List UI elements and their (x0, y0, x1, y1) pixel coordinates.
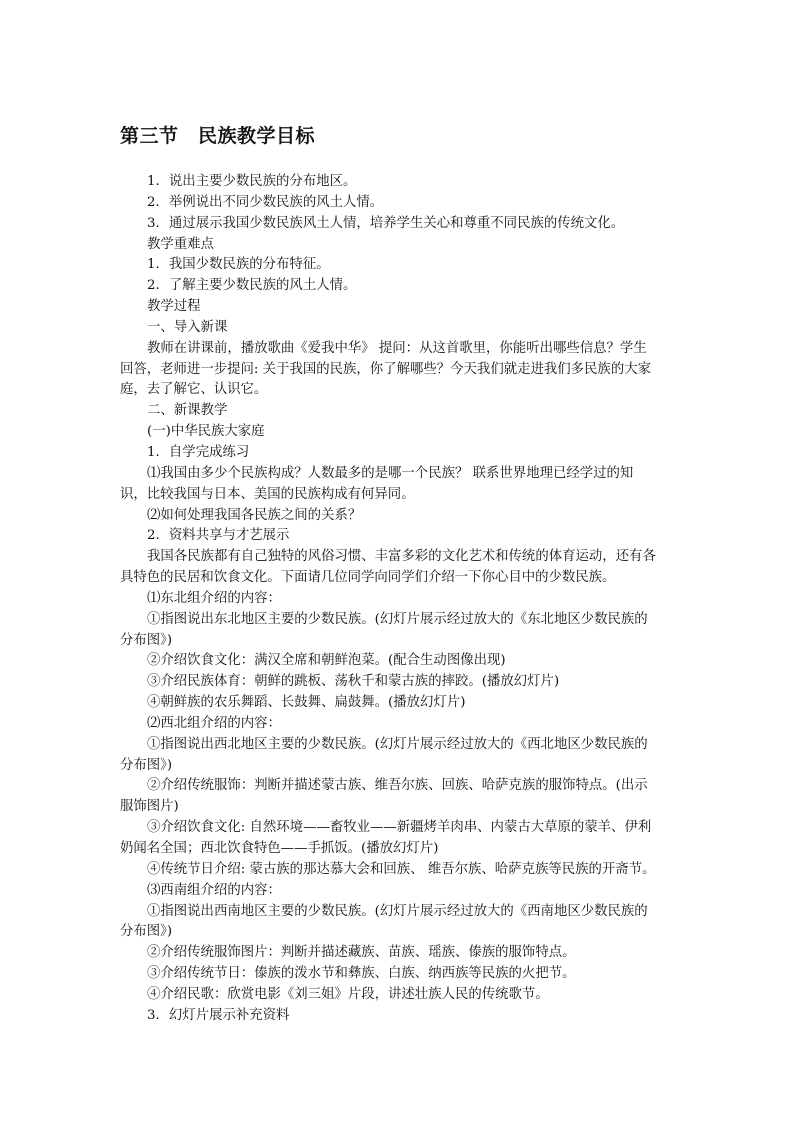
text-line: 教学过程 (147, 299, 201, 315)
text-line: 教师在讲课前，播放歌曲《爱我中华》 提问：从这首歌里，你能听出哪些信息？学生 (147, 340, 647, 356)
text-line: ①指图说出西南地区主要的少数民族。(幻灯片展示经过放大的《西南地区少数民族的 (147, 903, 648, 919)
text-line: 奶闻名全国；西北饮食特色——手抓饭。(播放幻灯片) (120, 841, 439, 856)
text-line: 二、新课教学 (147, 403, 228, 419)
text-line: 1．自学完成练习 (147, 444, 250, 460)
text-line: ④介绍民歌：欣赏电影《刘三姐》片段，讲述壮族人民的传统歌节。 (147, 986, 549, 1002)
text-line: 分布图》) (120, 924, 173, 940)
text-line: ④朝鲜族的农乐舞蹈、长鼓舞、扁鼓舞。(播放幻灯片) (147, 695, 466, 711)
text-line: ④传统节日介绍: 蒙古族的那达慕大会和回族、 维吾尔族、哈萨克族等民族的开斋节。 (147, 861, 656, 877)
text-line: 分布图》) (120, 757, 173, 773)
text-line: ③介绍民族体育：朝鲜的跳板、荡秋千和蒙古族的摔跤。(播放幻灯片) (147, 674, 560, 690)
text-line: 服饰图片) (120, 799, 179, 815)
text-line: ⑶西南组介绍的内容： (147, 882, 281, 898)
text-line: ②介绍传统服饰：判断并描述蒙古族、维吾尔族、回族、哈萨克族的服饰特点。(出示 (147, 778, 648, 794)
text-line: 1．我国少数民族的分布特征。 (147, 257, 330, 273)
text-line: ⑵西北组介绍的内容： (147, 715, 281, 731)
text-line: 1．说出主要少数民族的分布地区。 (147, 174, 357, 189)
text-line: 识，比较我国与日本、美国的民族构成有何异同。 (120, 486, 415, 502)
text-line: ①指图说出东北地区主要的少数民族。(幻灯片展示经过放大的《东北地区少数民族的 (147, 611, 648, 627)
text-line: 一、导入新课 (147, 319, 228, 335)
text-line: 庭，去了解它、认识它。 (120, 382, 268, 398)
text-line: 2．了解主要少数民族的风土人情。 (147, 278, 357, 294)
text-line: ②介绍饮食文化：满汉全席和朝鲜泡菜。(配合生动图像出现) (147, 653, 506, 669)
text-line: 回答，老师进一步提问: 关于我国的民族，你了解哪些？今天我们就走进我们多民族的大家 (120, 361, 651, 377)
text-line: 3．通过展示我国少数民族风土人情，培养学生关心和尊重不同民族的传统文化。 (147, 215, 625, 231)
text-line: ⑴我国由多少个民族构成？人数最多的是哪一个民族？ 联系世界地理已经学过的知 (147, 465, 634, 481)
text-line: 分布图》) (120, 632, 173, 648)
text-line: ③介绍饮食文化: 自然环境——畜牧业——新疆烤羊肉串、内蒙古大草原的蒙羊、伊利 (147, 820, 652, 836)
text-line: 3．幻灯片展示补充资料 (147, 1007, 290, 1023)
text-line: 教学重难点 (147, 236, 214, 252)
text-line: 2．举例说出不同少数民族的风土人情。 (147, 194, 384, 210)
text-line: ②介绍传统服饰图片：判断并描述藏族、苗族、瑶族、傣族的服饰特点。 (147, 945, 576, 961)
text-line: ③介绍传统节日：傣族的泼水节和彝族、白族、纳西族等民族的火把节。 (147, 966, 576, 982)
page-title: 第三节 民族教学目标 (120, 125, 316, 147)
text-line: 我国各民族都有自己独特的风俗习惯、丰富多彩的文化艺术和传统的体育运动，还有各 (147, 549, 656, 565)
text-line: 2．资料共享与才艺展示 (147, 528, 290, 544)
text-line: ⑴东北组介绍的内容： (147, 590, 281, 606)
text-line: ⑵如何处理我国各民族之间的关系？ (147, 507, 362, 523)
text-line: (一)中华民族大家庭 (147, 424, 265, 440)
text-line: 具特色的民居和饮食文化。下面请几位同学向同学们介绍一下你心目中的少数民族。 (120, 570, 616, 586)
text-line: ①指图说出西北地区主要的少数民族。(幻灯片展示经过放大的《西北地区少数民族的 (147, 736, 648, 752)
document-body (120, 172, 678, 1027)
